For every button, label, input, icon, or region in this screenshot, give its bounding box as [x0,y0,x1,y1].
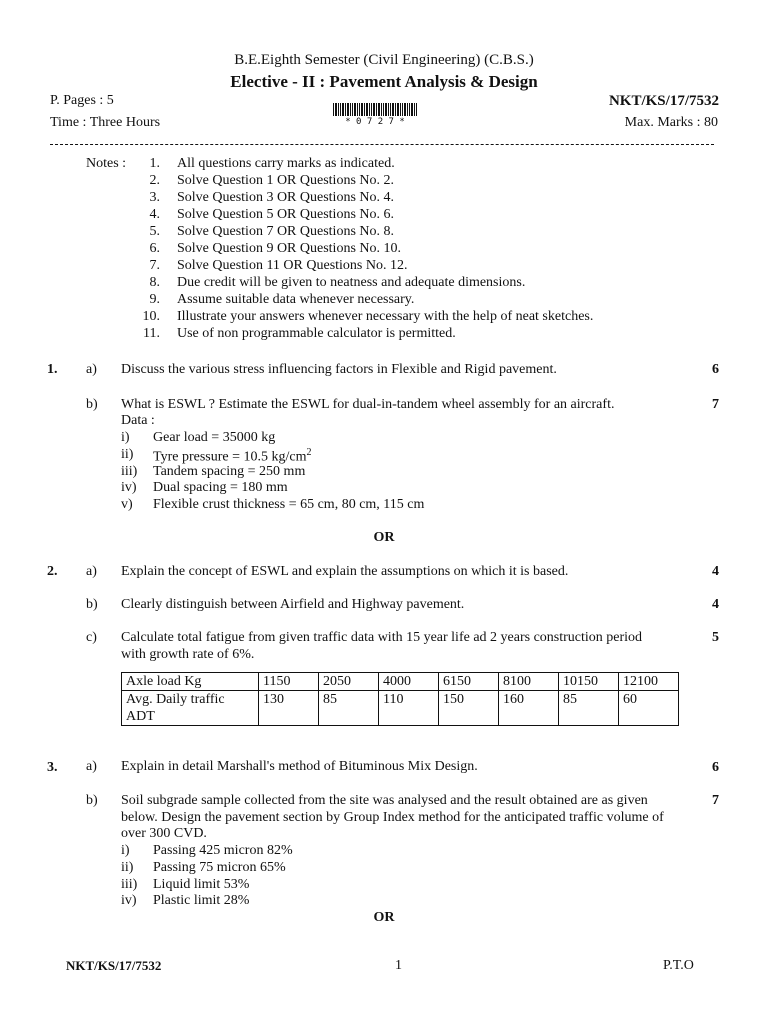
superscript: 2 [306,446,312,458]
question-number: 1. [47,362,58,377]
note-number: 3. [149,190,160,205]
note-number: 6. [149,241,160,256]
list-item [153,860,286,876]
list-item-label: v) [121,497,133,513]
paper-title: Elective - II : Pavement Analysis & Design [230,72,538,91]
traffic-table [121,672,679,726]
list-item-text: Tyre pressure = 10.5 kg/cm [153,449,307,465]
table-cell: 85 [559,691,619,726]
list-item [153,480,288,496]
note-number: 11. [143,326,160,341]
note-number: 2. [149,173,160,188]
marks: 5 [712,630,719,645]
table-cell: 150 [439,691,499,726]
marks: 6 [712,760,719,775]
table-header-cell: Axle load Kg [122,673,259,691]
list-item-label: iii) [121,876,138,892]
sub-label: a) [86,564,97,579]
note-text: Solve Question 5 OR Questions No. 6. [177,207,394,222]
table-header-cell [122,691,259,726]
sub-label: a) [86,759,97,774]
note-text: Illustrate your answers whenever necessary with the help of neat sketches. [177,309,594,324]
note-text: Solve Question 7 OR Questions No. 8. [177,224,394,239]
question-text: Discuss the various stress influencing factors in Flexible and Rigid pavement. [121,362,557,377]
page-count: P. Pages : 5 [50,93,114,108]
note-text: Solve Question 11 OR Questions No. 12. [177,258,408,273]
page-number: 1 [395,958,402,973]
table-row [122,673,679,691]
list-item [153,877,249,893]
data-label: Data : [121,413,155,428]
course-line: B.E.Eighth Semester (Civil Engineering) (C.B.S.) [234,52,534,68]
list-item-text: Passing 425 micron 82% [153,843,293,858]
note-text: Solve Question 1 OR Questions No. 2. [177,173,394,188]
note-number: 8. [149,275,160,290]
note-text: Solve Question 9 OR Questions No. 10. [177,241,401,256]
or-divider: OR [373,530,395,545]
footer-code: NKT/KS/17/7532 [66,958,162,973]
table-cell: 60 [619,691,679,726]
question-text: Explain the concept of ESWL and explain the assumptions on which it is based. [121,564,569,579]
table-cell: 4000 [379,673,439,691]
table-cell: 10150 [559,673,619,691]
note-text: All questions carry marks as indicated. [177,156,395,171]
table-cell: 110 [379,691,439,726]
marks: 4 [712,564,719,579]
sub-label: b) [86,793,98,808]
sub-label: b) [86,397,98,412]
table-header-line: ADT [126,709,155,724]
list-item-label: iv) [121,893,137,909]
sub-label: c) [86,630,97,645]
table-row [122,691,679,726]
sub-label: b) [86,597,98,612]
table-cell: 2050 [319,673,379,691]
question-number: 3. [47,760,58,775]
question-text: Clearly distinguish between Airfield and Highway pavement. [121,597,465,612]
list-item-text: Gear load = 35000 kg [153,430,276,445]
list-item-label: ii) [121,859,134,875]
list-item-text: Dual spacing = 180 mm [153,480,288,496]
list-item-text: Passing 75 micron 65% [153,859,286,875]
list-item [153,430,275,446]
note-text: Due credit will be given to neatness and adequate dimensions. [177,275,526,290]
marks: 7 [712,397,719,412]
pto-label: P.T.O [663,958,694,973]
max-marks: Max. Marks : 80 [624,115,718,130]
note-number: 10. [142,309,160,324]
question-text: What is ESWL ? Estimate the ESWL for dual-in-tandem wheel assembly for an aircraft. [121,397,615,412]
table-cell: 6150 [439,673,499,691]
question-text: Soil subgrade sample collected from the site was analysed and the result obtained are as given below. Design the pavement section by Group Index method for the anticipated traffic volume of over 300 CVD. [121,793,664,841]
table-cell: 12100 [619,673,679,691]
table-cell: 8100 [499,673,559,691]
note-number: 4. [149,207,160,222]
note-text: Solve Question 3 OR Questions No. 4. [177,190,394,205]
question-text: Explain in detail Marshall's method of Bituminous Mix Design. [121,759,478,774]
table-cell: 130 [259,691,319,726]
question-text: Calculate total fatigue from given traffic data with 15 year life ad 2 years construction period with growth rate of 6%. [121,630,643,662]
marks: 7 [712,793,719,808]
list-item-label: i) [121,430,130,445]
table-cell: 85 [319,691,379,726]
barcode-text: * 0 7 2 7 * [345,117,405,127]
list-item [153,843,293,859]
list-item-text: Plastic limit 28% [153,893,250,909]
marks: 4 [712,597,719,612]
marks: 6 [712,362,719,377]
list-item [153,497,424,513]
question-number: 2. [47,564,58,579]
header-divider [50,144,714,145]
list-item-label: iv) [121,480,137,496]
notes-label: Notes : [86,156,127,171]
list-item-text: Flexible crust thickness = 65 cm, 80 cm, 115 cm [153,497,425,513]
note-number: 1. [149,156,160,171]
list-item [153,464,305,480]
list-item-label: i) [121,843,130,858]
note-text: Use of non programmable calculator is permitted. [177,326,456,341]
exam-time: Time : Three Hours [50,115,161,130]
note-number: 7. [149,258,160,273]
list-item-text: Tandem spacing = 250 mm [153,463,306,479]
list-item-text: Liquid limit 53% [153,876,250,892]
list-item-label: ii) [121,446,134,462]
note-text: Assume suitable data whenever necessary. [177,292,415,307]
table-header-line: Avg. Daily traffic [126,692,225,707]
paper-code: NKT/KS/17/7532 [608,93,719,109]
or-divider: OR [373,910,395,925]
note-number: 9. [149,292,160,307]
list-item [153,893,249,909]
list-item-label: iii) [121,463,138,479]
table-cell: 1150 [259,673,319,691]
note-number: 5. [149,224,160,239]
sub-label: a) [86,362,97,377]
table-cell: 160 [499,691,559,726]
